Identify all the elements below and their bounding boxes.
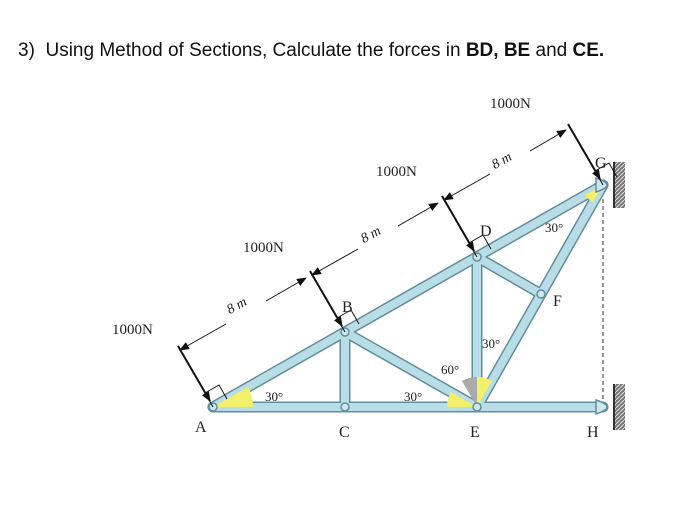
angle-label-A: 30° [265, 389, 284, 404]
question-member-last: CE [572, 40, 599, 61]
question-and: and [535, 40, 568, 61]
node-label-F: F [553, 293, 562, 310]
joint-pins [209, 253, 545, 411]
load-label-D: 1000N [376, 164, 417, 180]
node-label-A: A [195, 419, 207, 436]
pin-E [473, 403, 481, 411]
load-label-G: 1000N [490, 96, 531, 112]
node-label-B: B [342, 299, 353, 316]
load-arrow-B [310, 271, 342, 326]
spacing-label-DG: 8 m [489, 149, 515, 173]
node-label-H: H [587, 424, 599, 441]
angle-label-E-right: 30° [482, 336, 501, 351]
load-label-B: 1000N [243, 240, 284, 256]
question-body: Using Method of Sections, Calculate the forces in [45, 40, 461, 61]
member-DF [477, 257, 541, 294]
pin-F [537, 290, 545, 298]
load-arrow-D [442, 196, 474, 251]
question-number: 3) [18, 40, 35, 61]
load-label-A: 1000N [112, 322, 153, 338]
angle-label-E-left: 30° [404, 389, 423, 404]
load-arrow-A [178, 346, 210, 401]
spacing-label-AB: 8 m [224, 294, 250, 318]
node-label-G: G [595, 155, 607, 172]
node-label-C: C [339, 424, 350, 441]
angle-label-E-top: 60° [441, 362, 460, 377]
node-label-E: E [470, 424, 480, 441]
node-label-D: D [480, 223, 492, 240]
pin-C [341, 403, 349, 411]
question-period: . [598, 40, 605, 61]
question-members: BD, BE [465, 40, 531, 61]
spacing-label-BD: 8 m [358, 223, 384, 247]
angle-label-G: 30° [545, 220, 564, 235]
support-H [596, 384, 625, 430]
